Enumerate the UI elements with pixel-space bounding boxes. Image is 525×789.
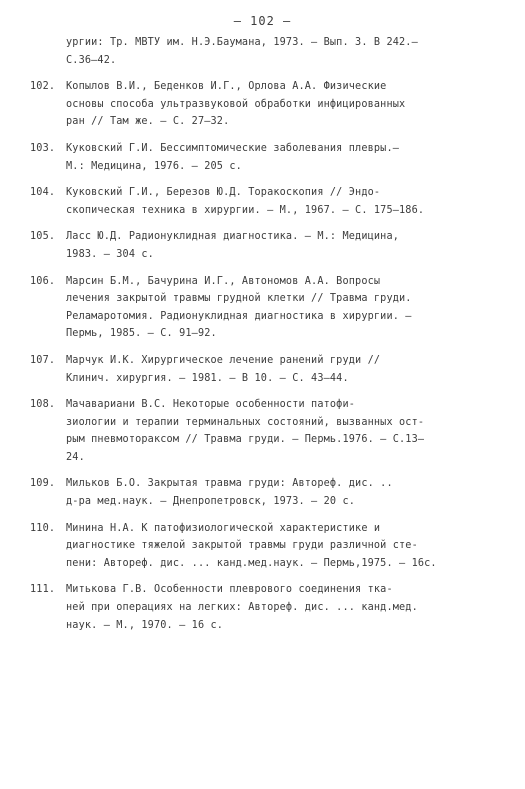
entry-line: лечения закрытой травмы грудной клетки // Травма груди. xyxy=(66,293,412,305)
entry-line: пени: Автореф. дис. ... канд.мед.наук. – Пермь,1975. – 16с. xyxy=(66,557,437,569)
entry-line: Мильков Б.О. Закрытая травма груди: Автореф. дис. .. xyxy=(66,478,393,490)
entry-line: Куковский Г.И., Березов Ю.Д. Торакоскопия // Эндо- xyxy=(66,187,381,199)
page-number: – 102 – xyxy=(233,14,292,28)
bibliography-entry xyxy=(0,184,525,219)
entry-line: ран // Там же. – С. 27–32. xyxy=(66,116,230,128)
entry-number: 107. xyxy=(30,354,56,366)
entry-line: скопическая техника в хирургии. – М., 1967. – С. 175–186. xyxy=(66,204,425,216)
bibliography-entry xyxy=(0,581,525,634)
continuation-entry xyxy=(0,34,525,69)
entry-number: 105. xyxy=(30,231,56,243)
entry-line: Марсин Б.М., Бачурина И.Г., Автономов А.А. Вопросы xyxy=(66,275,381,287)
entry-line: основы способа ультразвуковой обработки инфицированных xyxy=(66,98,406,110)
entry-line: Мачавариани В.С. Некоторые особенности патофи- xyxy=(66,399,356,411)
bibliography-entry xyxy=(0,475,525,510)
entry-line: Клинич. хирургия. – 1981. – В 10. – С. 43–44. xyxy=(66,372,349,384)
entry-line: 24. xyxy=(66,451,85,463)
entry-line: ургии: Тр. МВТУ им. Н.Э.Баумана, 1973. – Вып. 3. В 242.– xyxy=(66,37,418,48)
entry-line: Куковский Г.И. Бессимптомические заболевания плевры.– xyxy=(66,142,400,154)
bibliography-entry xyxy=(0,228,525,263)
entry-line: 1983. – 304 с. xyxy=(66,248,154,260)
entry-number: 106. xyxy=(30,275,56,287)
entry-number: 103. xyxy=(30,142,56,154)
entry-number: 110. xyxy=(30,522,56,534)
entry-line: Копылов В.И., Беденков И.Г., Орлова А.А. Физические xyxy=(66,81,387,93)
entry-number: 109. xyxy=(30,478,56,490)
entry-number: 104. xyxy=(30,187,56,199)
entry-line: Марчук И.К. Хирургическое лечение ранений груди // xyxy=(66,354,381,366)
bibliography-entry xyxy=(0,396,525,466)
entry-line: д-ра мед.наук. – Днепропетровск, 1973. – 20 с. xyxy=(66,496,356,508)
bibliography-entry xyxy=(0,140,525,175)
entry-line: С.36–42. xyxy=(66,54,117,66)
bibliography-entry xyxy=(0,273,525,343)
entry-number: 111. xyxy=(30,584,56,596)
entry-line: Ласс Ю.Д. Радионуклидная диагностика. – М.: Медицина, xyxy=(66,231,400,243)
bibliography-entry xyxy=(0,78,525,131)
entry-line: зиологии и терапии терминальных состояний, вызванных ост- xyxy=(66,416,425,428)
entry-number: 108. xyxy=(30,399,56,411)
entry-line: ней при операциях на легких: Автореф. дис. ... канд.мед. xyxy=(66,602,418,614)
entry-line: Митькова Г.В. Особенности плеврового соединения тка- xyxy=(66,584,393,596)
bibliography-entry xyxy=(0,352,525,387)
entry-line: наук. – М., 1970. – 16 с. xyxy=(66,619,224,631)
entry-line: рым пневмотораксом // Травма груди. – Пермь.1976. – С.13– xyxy=(66,434,425,446)
entry-line: диагностике тяжелой закрытой травмы груди различной сте- xyxy=(66,540,418,552)
bibliography-entry xyxy=(0,520,525,573)
entry-line: М.: Медицина, 1976. – 205 с. xyxy=(66,160,242,172)
entry-number: 102. xyxy=(30,81,56,93)
entry-line: Минина Н.А. К патофизиологической характеристике и xyxy=(66,522,381,534)
bibliography-list xyxy=(0,34,525,643)
entry-line: Реламаротомия. Радионуклидная диагностика в хирургии. – xyxy=(66,310,412,322)
entry-line: Пермь, 1985. – С. 91–92. xyxy=(66,328,217,340)
